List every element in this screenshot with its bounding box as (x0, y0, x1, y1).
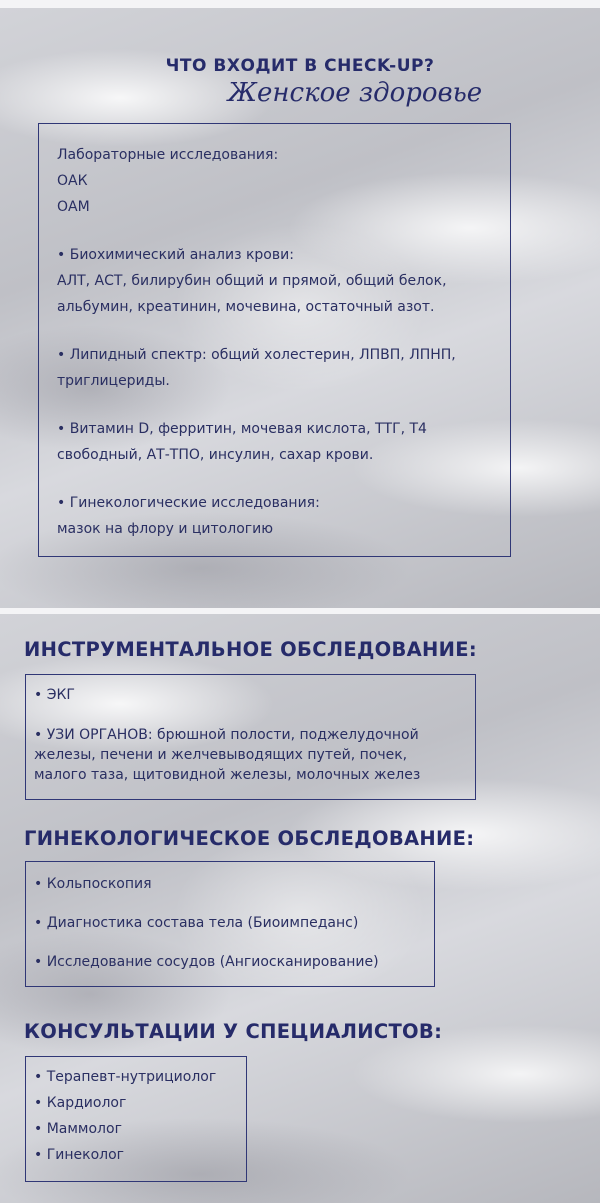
instrumental-item-ekg: • ЭКГ (34, 687, 75, 703)
cons-item-mammologist: • Маммолог (34, 1121, 122, 1137)
uzi-line-1: • УЗИ ОРГАНОВ: брюшной полости, поджелудочной (34, 727, 419, 743)
biochem-title: • Биохимический анализ крови: (57, 247, 294, 263)
lipid-line-1: • Липидный спектр: общий холестерин, ЛПВП, ЛПНП, (57, 347, 456, 363)
gyn-item-colposcopy: • Кольпоскопия (34, 876, 152, 892)
consultations-title: КОНСУЛЬТАЦИИ У СПЕЦИАЛИСТОВ: (24, 1020, 443, 1043)
lipid-line-2: триглицериды. (57, 373, 170, 389)
instrumental-title: ИНСТРУМЕНТАЛЬНОЕ ОБСЛЕДОВАНИЕ: (24, 638, 478, 661)
uzi-line-2: железы, печени и желчевыводящих путей, почек, (34, 747, 408, 763)
checkup-card (0, 8, 600, 608)
vitamin-line-2: свободный, АТ-ТПО, инсулин, сахар крови. (57, 447, 374, 463)
gyn-lab-line-2: мазок на флору и цитологию (57, 521, 273, 537)
gyn-item-angioscan: • Исследование сосудов (Ангиосканирование) (34, 954, 379, 970)
biochem-line-2: альбумин, креатинин, мочевина, остаточный азот. (57, 299, 435, 315)
uzi-line-3: малого таза, щитовидной железы, молочных желез (34, 767, 421, 783)
gynecological-title: ГИНЕКОЛОГИЧЕСКОЕ ОБСЛЕДОВАНИЕ: (24, 827, 475, 850)
vitamin-line-1: • Витамин D, ферритин, мочевая кислота, ТТГ, Т4 (57, 421, 427, 437)
consultations-box (25, 1056, 247, 1182)
gyn-lab-line-1: • Гинекологические исследования: (57, 495, 320, 511)
card-title: ЧТО ВХОДИТ В CHECK-UP? (165, 56, 435, 76)
instrumental-box (25, 674, 476, 800)
exams-card (0, 614, 600, 1203)
lab-tests-box (38, 123, 511, 557)
cons-item-cardiologist: • Кардиолог (34, 1095, 127, 1111)
lab-item-oak: ОАК (57, 173, 88, 189)
lab-item-oam: ОАМ (57, 199, 90, 215)
biochem-line-1: АЛТ, АСТ, билирубин общий и прямой, общий белок, (57, 273, 447, 289)
lab-header: Лабораторные исследования: (57, 147, 279, 163)
gyn-item-bioimpedance: • Диагностика состава тела (Биоимпеданс) (34, 915, 359, 931)
card-subtitle: Женское здоровье (227, 78, 483, 108)
gynecological-box (25, 861, 435, 987)
instrumental-item-uzi (34, 725, 420, 785)
cons-item-nutritionist: • Терапевт-нутрициолог (34, 1069, 217, 1085)
cons-item-gynecologist: • Гинеколог (34, 1147, 125, 1163)
